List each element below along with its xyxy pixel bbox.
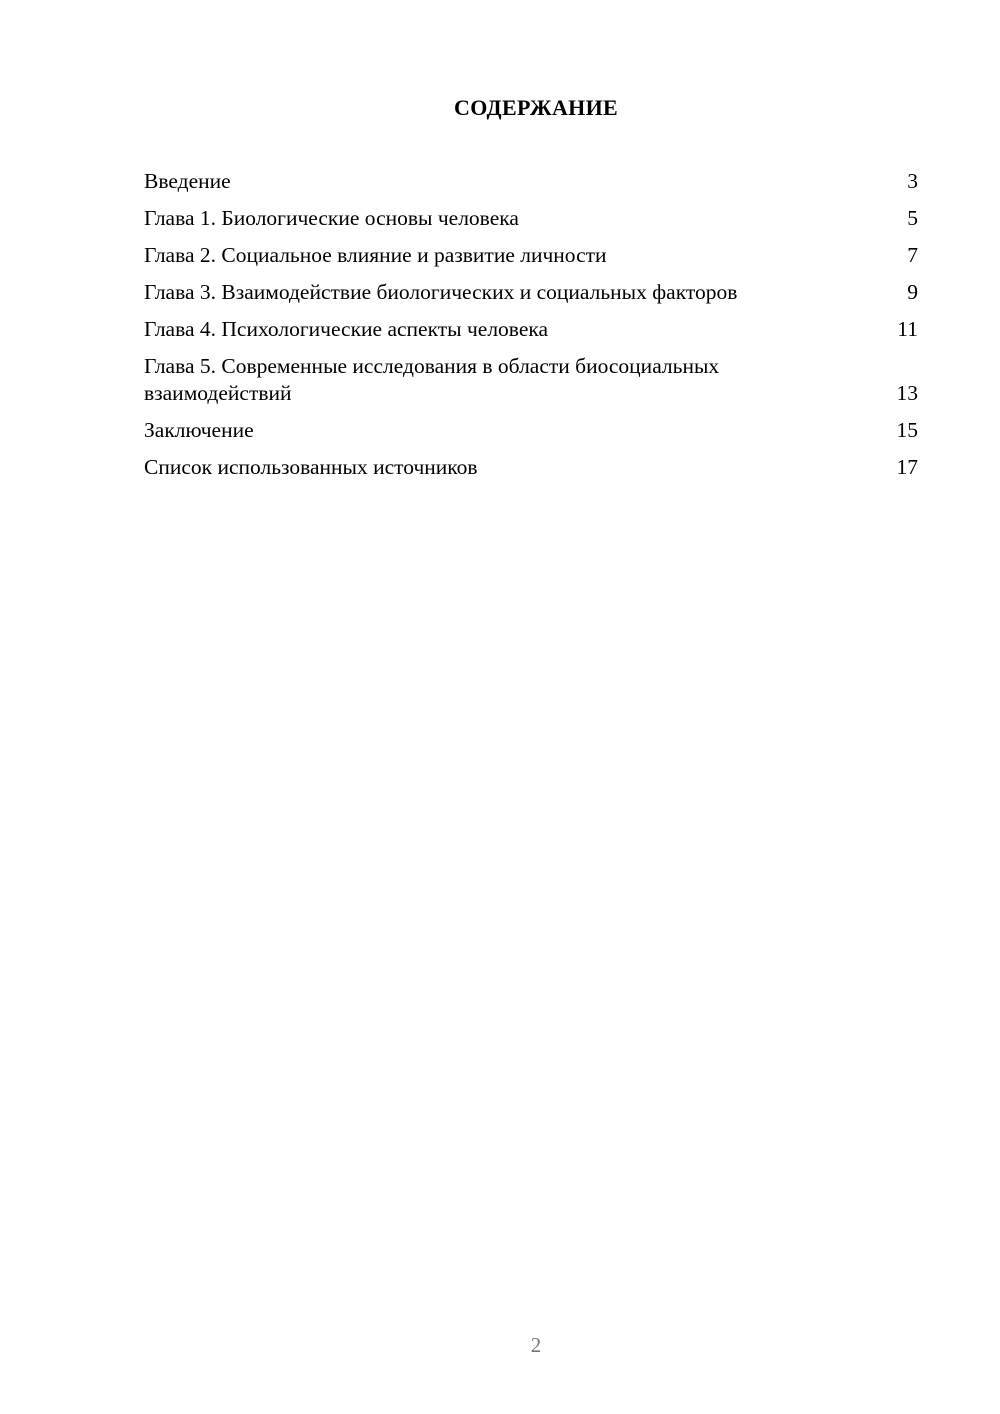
- page-number: 2: [530, 1333, 542, 1357]
- toc-entry-page: 13: [896, 381, 918, 405]
- toc-entry-label: Глава 1. Биологические основы человека: [144, 206, 519, 230]
- toc-entry-page: 17: [896, 455, 918, 479]
- page-title: СОДЕРЖАНИЕ: [454, 95, 618, 120]
- toc-entry-references: [144, 454, 918, 481]
- toc-entry-label: Глава 5. Современные исследования в области биосоциальных взаимодействий: [144, 354, 720, 405]
- toc-entry-chapter-5: [144, 353, 918, 407]
- toc-entry-label: Список использованных источников: [144, 455, 478, 479]
- toc-entry-page: 9: [907, 280, 918, 304]
- toc-entry-label: Введение: [144, 169, 231, 193]
- toc-entry-introduction: [144, 168, 918, 195]
- toc-entry-page: 7: [907, 243, 918, 267]
- toc-entry-chapter-3: [144, 279, 918, 306]
- toc-entry-page: 5: [907, 206, 918, 230]
- toc-entry-conclusion: [144, 417, 918, 444]
- toc-entry-label: Глава 3. Взаимодействие биологических и социальных факторов: [144, 280, 738, 304]
- toc-entry-chapter-2: [144, 242, 918, 269]
- toc-entry-label: Заключение: [144, 418, 254, 442]
- table-of-contents: [144, 168, 918, 491]
- toc-entry-page: 15: [896, 418, 918, 442]
- toc-entry-page: 3: [907, 169, 918, 193]
- toc-entry-page: 11: [897, 317, 918, 341]
- toc-entry-chapter-4: [144, 316, 918, 343]
- toc-entry-label: Глава 2. Социальное влияние и развитие личности: [144, 243, 607, 267]
- toc-entry-chapter-1: [144, 205, 918, 232]
- toc-entry-label: Глава 4. Психологические аспекты человека: [144, 317, 549, 341]
